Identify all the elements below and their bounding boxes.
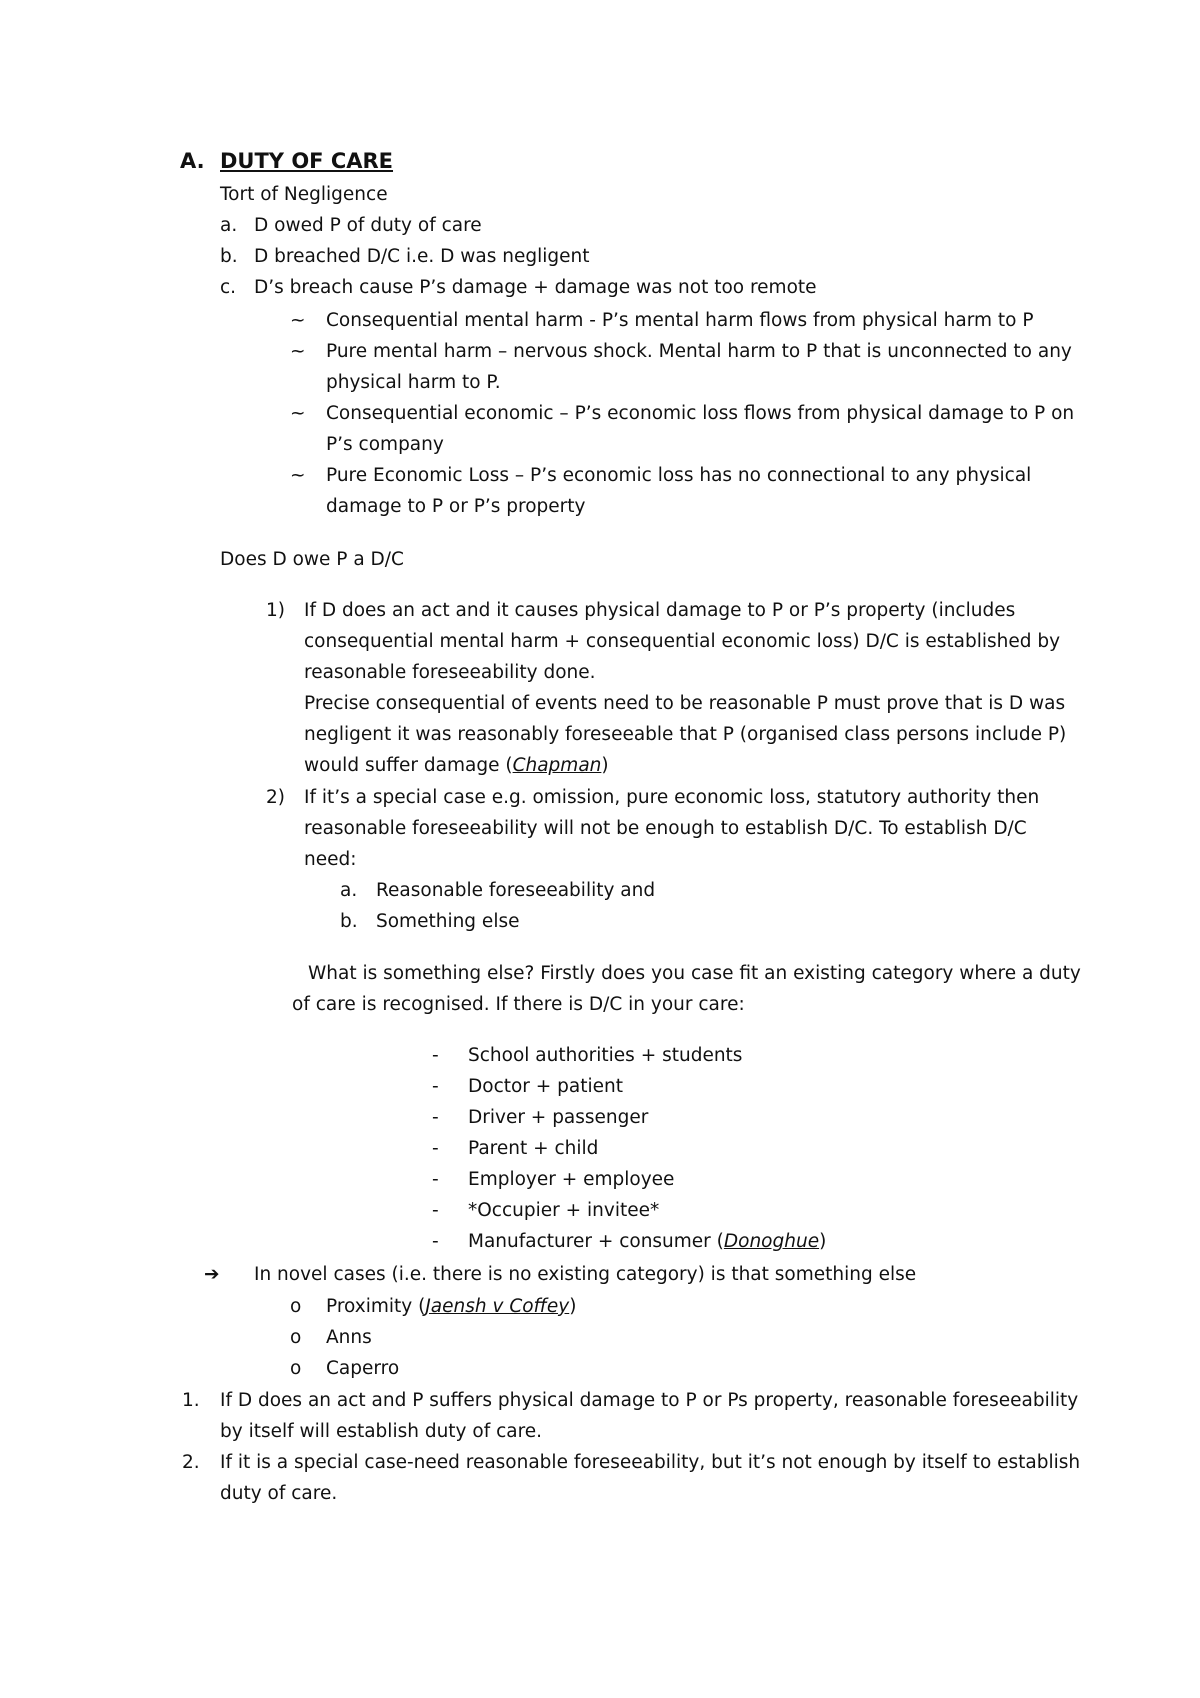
point-line: reasonable foreseeability done. (304, 662, 596, 683)
case-citation: Chapman (512, 755, 602, 776)
point-line: reasonable foreseeability will not be enough to establish D/C. To establish D/C (304, 818, 1027, 839)
list-item: Reasonable foreseeability and (376, 880, 656, 901)
circle-bullet: o (290, 1358, 302, 1379)
summary-line: by itself will establish duty of care. (220, 1421, 543, 1442)
list-marker: a. (220, 215, 238, 236)
circle-bullet: o (290, 1296, 302, 1317)
paragraph-line: of care is recognised. If there is D/C in your care: (292, 994, 745, 1015)
category-item: Manufacturer + consumer (Donoghue) (468, 1231, 827, 1252)
list-item-continued: damage to P or P’s property (326, 496, 586, 517)
point-line: consequential mental harm + consequential economic loss) D/C is established by (304, 631, 1061, 652)
tilde-bullet: ~ (290, 341, 306, 362)
dash-bullet: - (432, 1045, 439, 1066)
list-item-continued: P’s company (326, 434, 444, 455)
circle-bullet: o (290, 1327, 302, 1348)
category-item: Driver + passenger (468, 1107, 649, 1128)
summary-line: If it is a special case-need reasonable foreseeability, but it’s not enough by itself to establish (220, 1452, 1081, 1473)
dash-bullet: - (432, 1138, 439, 1159)
subtitle: Tort of Negligence (220, 184, 388, 205)
case-citation: Jaensh v Coffey (425, 1296, 570, 1317)
dash-bullet: - (432, 1200, 439, 1221)
case-citation: Donoghue (723, 1231, 820, 1252)
tilde-bullet: ~ (290, 310, 306, 331)
list-marker: b. (340, 911, 358, 932)
list-marker: 1) (266, 600, 285, 621)
list-item: D owed P of duty of care (254, 215, 482, 236)
question-heading: Does D owe P a D/C (220, 549, 404, 570)
point-line: need: (304, 849, 357, 870)
point-line: Precise consequential of events need to be reasonable P must prove that is D was (304, 693, 1066, 714)
point-line: negligent it was reasonably foreseeable that P (organised class persons include P) (304, 724, 1067, 745)
category-item: Parent + child (468, 1138, 599, 1159)
novel-cases-line: In novel cases (i.e. there is no existing category) is that something else (254, 1264, 917, 1285)
list-marker: b. (220, 246, 238, 267)
test-item: Caperro (326, 1358, 400, 1379)
tilde-bullet: ~ (290, 465, 306, 486)
section-title: DUTY OF CARE (220, 149, 394, 173)
list-marker: c. (220, 277, 237, 298)
section-marker: A. (180, 149, 205, 173)
list-marker: 1. (182, 1390, 200, 1411)
test-item: Proximity (Jaensh v Coffey) (326, 1296, 577, 1317)
list-item: Pure mental harm – nervous shock. Mental harm to P that is unconnected to any (326, 341, 1072, 362)
category-item: Employer + employee (468, 1169, 675, 1190)
point-line: If it’s a special case e.g. omission, pure economic loss, statutory authority then (304, 787, 1040, 808)
point-line: If D does an act and it causes physical damage to P or P’s property (includes (304, 600, 1016, 621)
category-item: Doctor + patient (468, 1076, 624, 1097)
dash-bullet: - (432, 1076, 439, 1097)
dash-bullet: - (432, 1169, 439, 1190)
test-item: Anns (326, 1327, 372, 1348)
list-item: Consequential economic – P’s economic loss flows from physical damage to P on (326, 403, 1075, 424)
arrow-icon: ➔ (204, 1264, 220, 1285)
list-marker: 2) (266, 787, 285, 808)
paragraph-line: What is something else? Firstly does you case fit an existing category where a duty (308, 963, 1081, 984)
list-item-continued: physical harm to P. (326, 372, 501, 393)
list-marker: a. (340, 880, 358, 901)
summary-line: duty of care. (220, 1483, 338, 1504)
list-marker: 2. (182, 1452, 200, 1473)
list-item: D breached D/C i.e. D was negligent (254, 246, 590, 267)
summary-line: If D does an act and P suffers physical damage to P or Ps property, reasonable foreseeability (220, 1390, 1079, 1411)
dash-bullet: - (432, 1107, 439, 1128)
tilde-bullet: ~ (290, 403, 306, 424)
list-item: Pure Economic Loss – P’s economic loss has no connectional to any physical (326, 465, 1032, 486)
dash-bullet: - (432, 1231, 439, 1252)
category-item: School authorities + students (468, 1045, 743, 1066)
category-item: *Occupier + invitee* (468, 1200, 660, 1221)
list-item: Consequential mental harm - P’s mental harm flows from physical harm to P (326, 310, 1034, 331)
list-item: D’s breach cause P’s damage + damage was not too remote (254, 277, 817, 298)
point-line: would suffer damage (Chapman) (304, 755, 609, 776)
list-item: Something else (376, 911, 520, 932)
